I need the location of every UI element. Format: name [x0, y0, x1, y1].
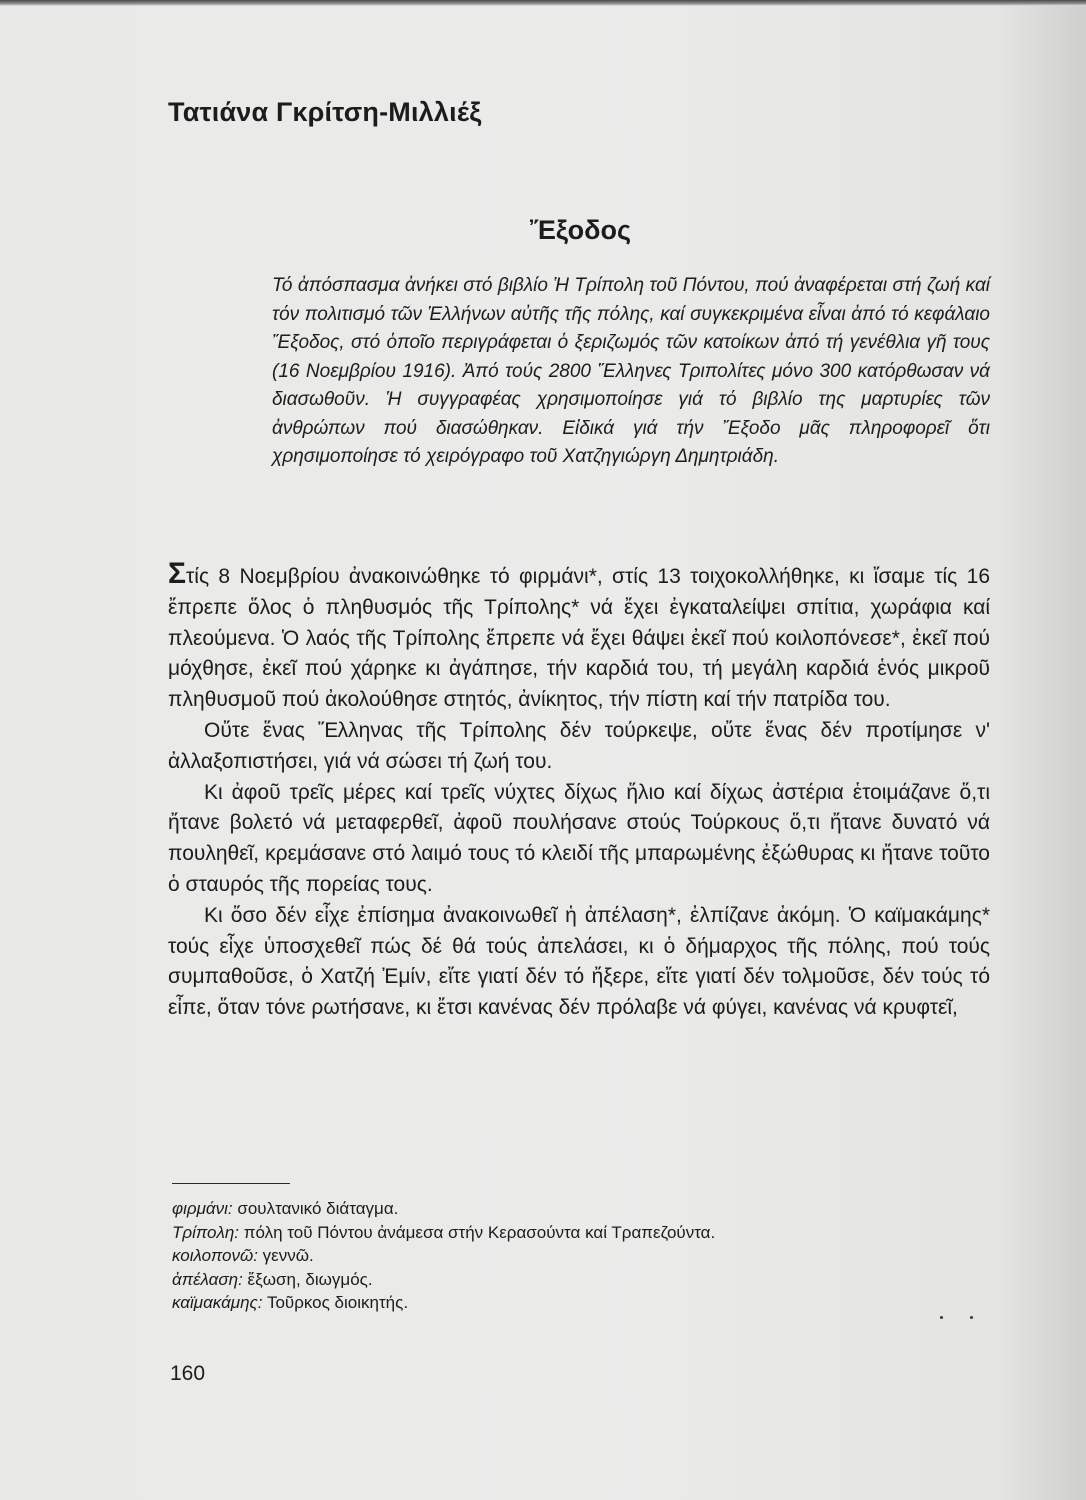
intro-note: Τό ἀπόσπασμα ἀνήκει στό βιβλίο Ἡ Τρίπολη τοῦ Πόντου, πού ἀναφέρεται στή ζωή καί τόν πολιτισμό τῶν Ἑλλήνων αὐτῆς τῆς πόλης, καί συγκεκριμένα εἶναι ἀπό τό κεφάλαιο Ἔξοδος, στό ὁποῖο περιγράφεται ὁ ξεριζωμός τῶν κατοίκων ἀπό τή γενέθλια γῆ τους (16 Νοεμβρίου 1916). Ἀπό τούς 2800 Ἕλληνες Τριπολίτες μόνο 300 κατόρθωσαν νά διασωθοῦν. Ἡ συγγραφέας χρησιμοποίησε γιά τό βιβλίο της μαρτυρίες τῶν ἀνθρώπων πού διασώθηκαν. Εἰδικά γιά τήν Ἔξοδο μᾶς πληροφορεῖ ὅτι χρησιμοποίησε τό χειρόγραφο τοῦ Χατζηγιώργη Δημητριάδη. — [272, 275, 990, 467]
footnote-term: κοιλοπονῶ: — [172, 1246, 258, 1266]
author-name: Τατιάνα Γκρίτση-Μιλλιέξ — [168, 97, 482, 127]
paragraph-text: τίς 8 Νοεμβρίου ἀνακοινώθηκε τό φιρμάνι*, στίς 13 τοιχοκολλήθηκε, κι ἴσαμε τίς 16 ἔπρεπε ὅλος ὁ πληθυσμός τῆς Τρίπολης* νά ἔχει ἐγκαταλείψει σπίτια, χωράφια καί πλεούμενα. Ὁ λαός τῆς Τρίπολης ἔπρεπε νά ἔχει θάψει ἐκεῖ πού κοιλοπόνεσε*, ἐκεῖ πού μόχθησε, ἐκεῖ πού χάρηκε κι ἀγάπησε, τήν καρδιά του, τή μεγάλη καρδιά ἑνός μικροῦ πληθυσμοῦ πού ἀκολούθησε στητός, ἀνίκητος, τήν πίστη καί τήν πατρίδα του. — [168, 565, 990, 712]
footnote — [172, 1268, 992, 1292]
footnote-term: φιρμάνι: — [172, 1199, 233, 1218]
footnote-definition: σουλτανικό διάταγμα. — [237, 1199, 399, 1218]
page-top-edge-shadow — [0, 0, 1086, 6]
page-number: 160 — [170, 1362, 206, 1385]
footnotes-list — [172, 1197, 992, 1315]
main-text — [168, 557, 990, 1024]
footnote — [172, 1197, 992, 1221]
footnote — [172, 1244, 992, 1268]
drop-cap: Σ — [168, 557, 187, 590]
footnote — [172, 1291, 992, 1315]
footnote-definition: ἔξωση, διωγμός. — [247, 1269, 373, 1289]
paragraph: Κι ὅσο δέν εἶχε ἐπίσημα ἀνακοινωθεῖ ἡ ἀπέλαση*, ἐλπίζανε ἀκόμη. Ὁ καϊμακάμης* τούς εἶχε ὑποσχεθεῖ πώς δέ θά τούς ἀπελάσει, κι ὁ δήμαρχος τῆς πόλης, πού τούς συμπαθοῦσε, ὁ Χατζή Ἐμίν, εἴτε γιατί δέν τό ἤξερε, εἴτε γιατί δέν τολμοῦσε, δέν τούς τό εἶπε, ὅταν τόνε ρωτήσανε, κι ἔτσι κανένας δέν πρόλαβε νά φύγει, κανένας νά κρυφτεῖ, — [168, 903, 990, 1020]
footnote-term: ἀπέλαση: — [172, 1269, 243, 1289]
footnote-definition: πόλη τοῦ Πόντου ἀνάμεσα στήν Κερασούντα καί Τραπεζούντα. — [243, 1222, 716, 1242]
paragraph: Οὔτε ἕνας Ἕλληνας τῆς Τρίπολης δέν τούρκεψε, οὔτε ἕνας δέν προτίμησε ν' ἀλλαξοπιστήσει, γιά νά σώσει τή ζωή του. — [168, 718, 990, 773]
chapter-title: Ἔξοδος — [530, 215, 632, 245]
footnote-divider — [172, 1183, 290, 1184]
print-speck — [940, 1316, 943, 1319]
paragraph — [168, 557, 990, 716]
print-speck — [970, 1316, 973, 1319]
footnote — [172, 1221, 992, 1245]
footnote-definition: Τοῦρκος διοικητής. — [266, 1293, 409, 1313]
footnote-term: Τρίπολη: — [172, 1222, 240, 1242]
footnote-definition: γεννῶ. — [262, 1246, 314, 1266]
footnote-term: καϊμακάμης: — [172, 1293, 263, 1313]
paragraph: Κι ἀφοῦ τρεῖς μέρες καί τρεῖς νύχτες δίχως ἥλιο καί δίχως ἀστέρια ἑτοιμάζανε ὅ,τι ἤτανε βολετό νά μεταφερθεῖ, ἀφοῦ πουλήσανε στούς Τούρκους ὅ,τι ἤτανε δυνατό νά πουληθεῖ, κρεμάσανε στό λαιμό τους τό κλειδί τῆς μπαρωμένης ἐξώθυρας κι ἤτανε τοῦτο ὁ σταυρός τῆς πορείας τους. — [168, 780, 990, 896]
